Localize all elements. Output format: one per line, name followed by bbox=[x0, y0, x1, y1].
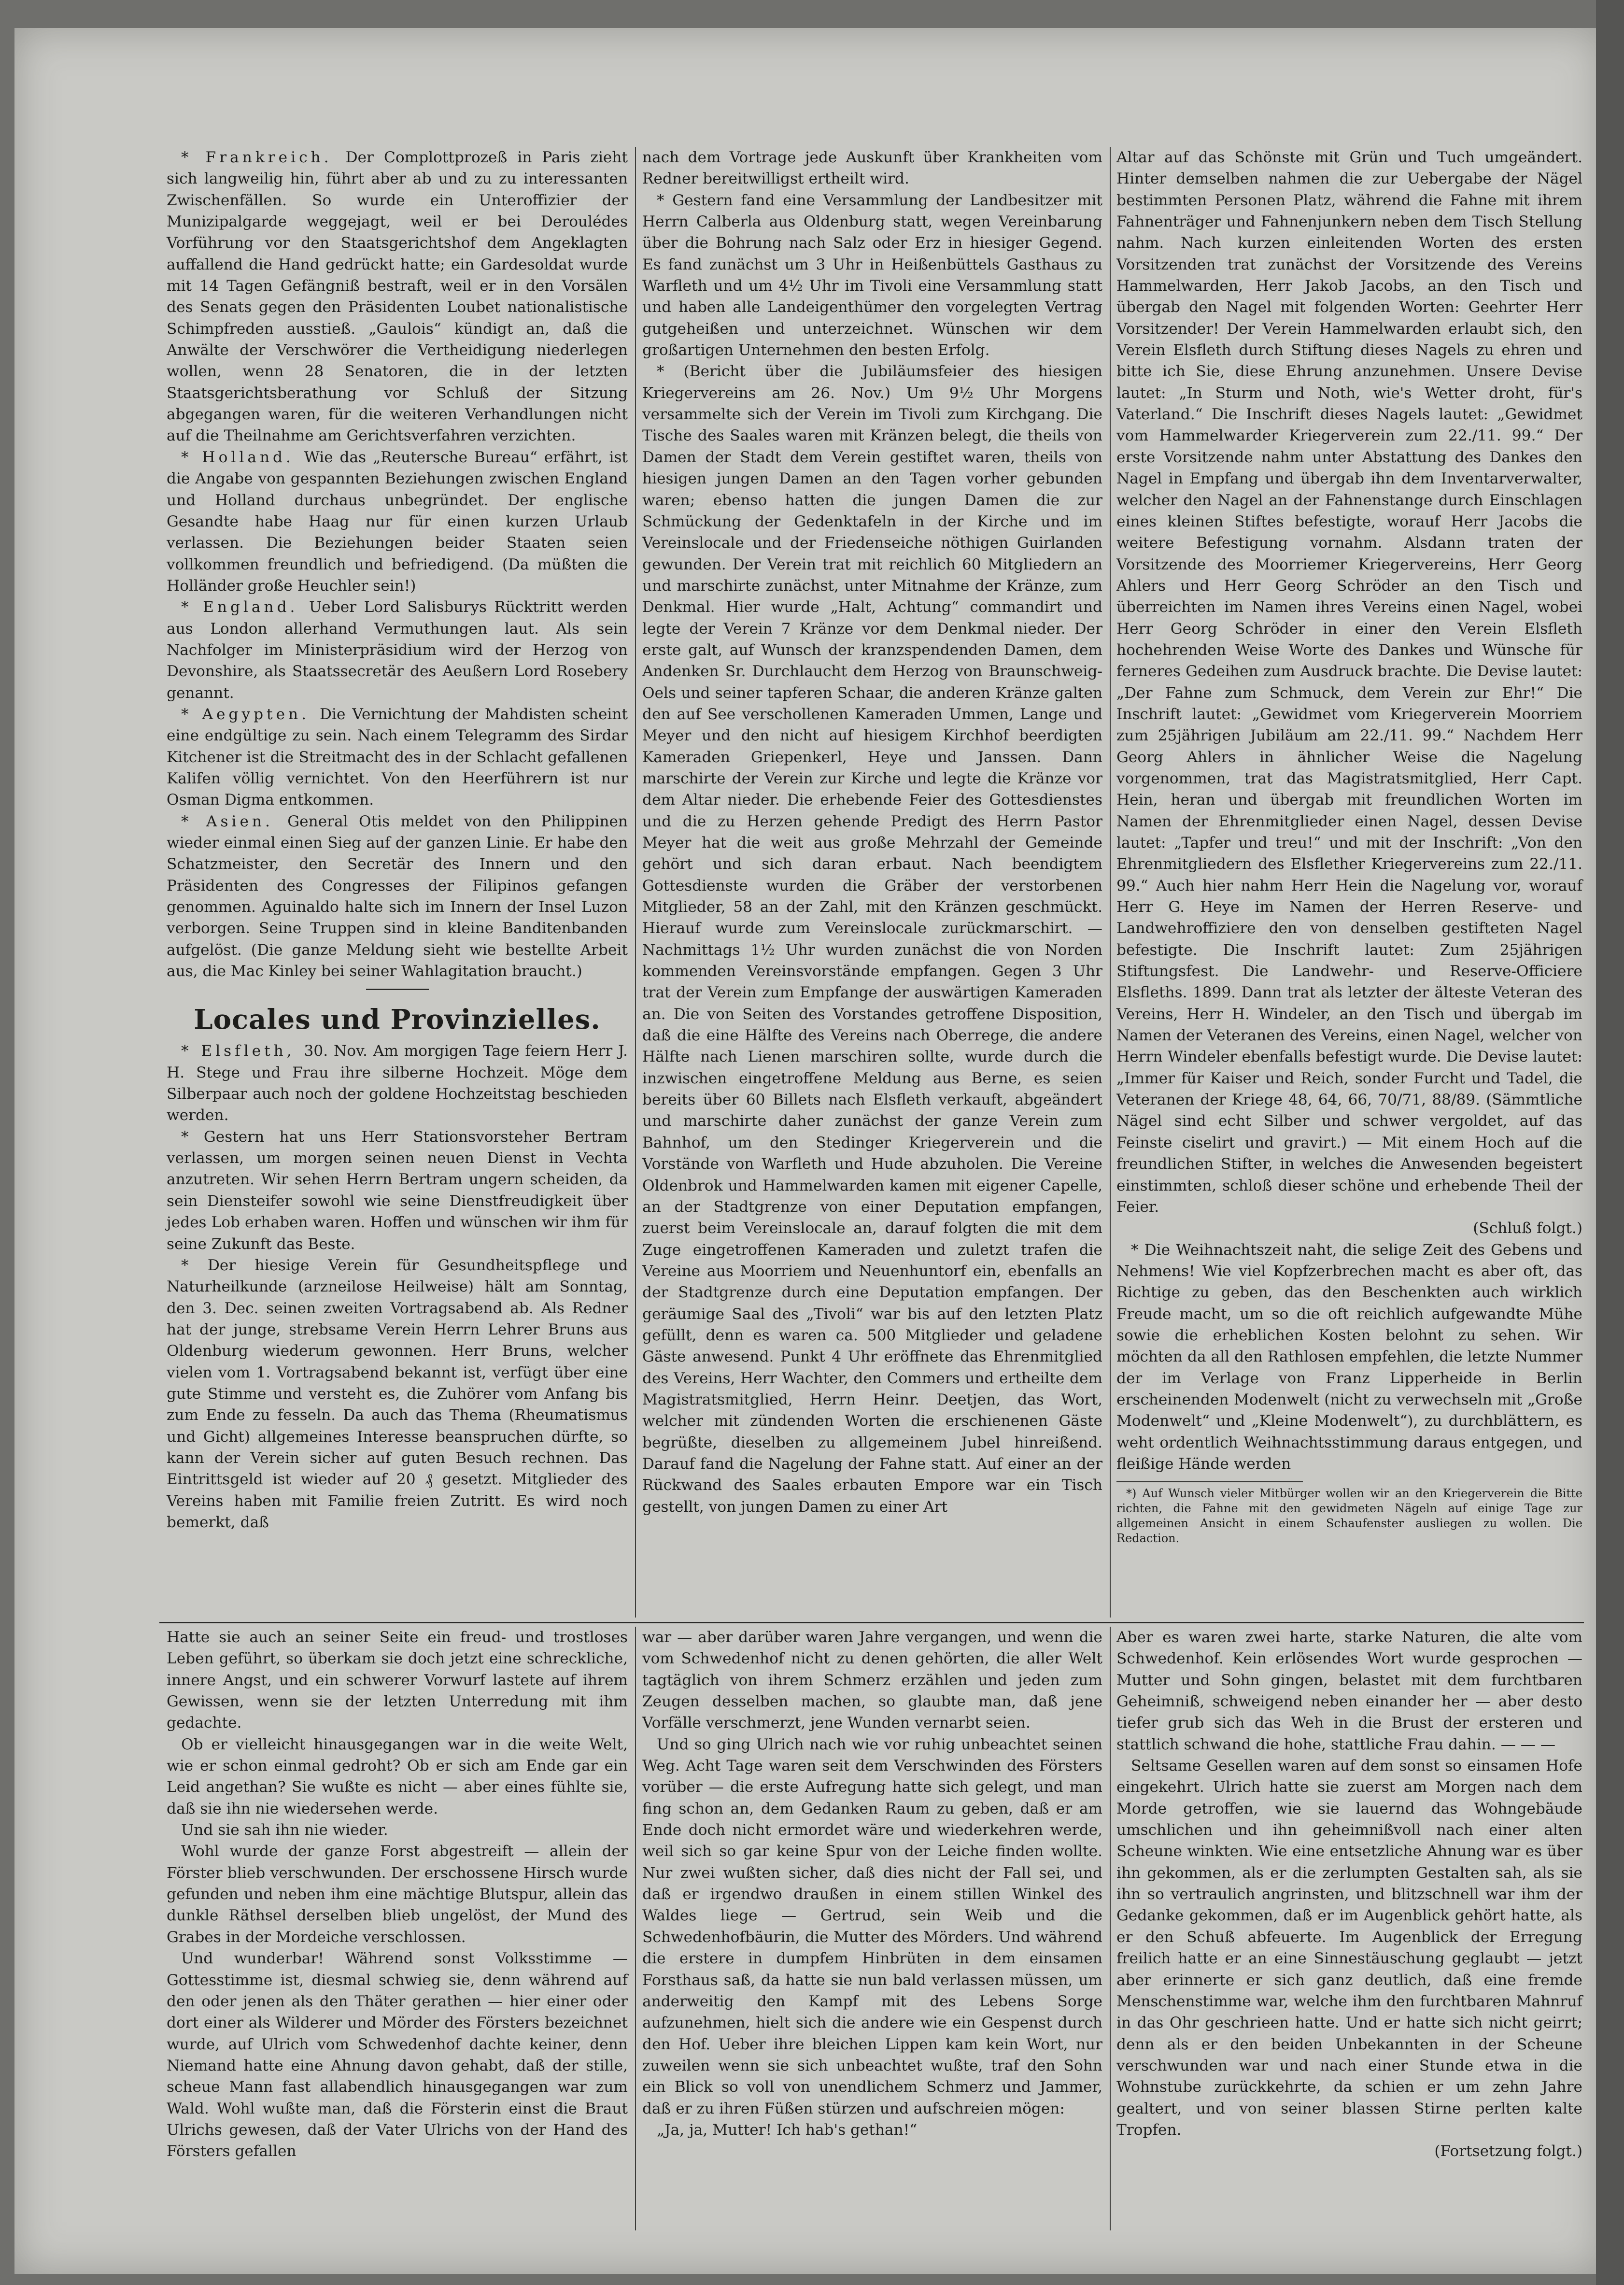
news-item bbox=[167, 704, 628, 811]
paragraph-text: Und so ging Ulrich nach wie vor ruhig unbeachtet seinen Weg. Acht Tage waren seit dem Verschwinden des Försters vorüber — die erste Aufregung hatte sich gelegt, und man fing schon an, dem Gedanken Raum zu geben, daß er am Ende doch nicht ermordet wäre und wiederkehren werde, weil sich so gar keine Spur von der Leiche finden wollte. Nur zwei wußten sicher, daß dies nicht der Fall sei, und daß er irgendwo draußen in einem stillen Winkel des Waldes liege — Gertrud, sein Weib und die Schwedenhofbäurin, die Mutter des Mörders. Und während die erstere in dumpfem Hinbrüten in dem einsamen Forsthaus saß, da hatte sie nun bald verlassen müssen, um anderweitig den Kampf mit des Lebens Sorge aufzunehmen, hielt sich die andere wie ein Gespenst durch den Hof. Ueber ihre bleichen Lippen kam kein Wort, nur zuweilen wenn sie sich unbeachtet wußte, traf den Sohn ein Blick so voll von unendlichem Schmerz und Jammer, daß er zu ihren Füßen stürzen und aufschreien mögen: bbox=[642, 1735, 1102, 2117]
dateline: * England. bbox=[181, 598, 309, 616]
paragraph bbox=[642, 361, 1102, 1518]
paragraph bbox=[1116, 147, 1582, 1218]
paragraph bbox=[1116, 1627, 1582, 1755]
paragraph bbox=[642, 147, 1102, 190]
paragraph bbox=[642, 2119, 1102, 2141]
paragraph-text: Ob er vielleicht hinausgegangen war in die weite Welt, wie er schon einmal gedroht? Ob er sich am Ende gar ein Leid angethan? Sie wußte es nicht — aber eines fühlte sie, daß sie ihn nie wiedersehen werde. bbox=[167, 1735, 628, 1817]
paragraph-text: Und wunderbar! Während sonst Volksstimme — Gottesstimme ist, diesmal schwieg sie, denn während auf den oder jenen als den Thäter gerathen — hier einer oder dort einer als Wilderer und Mörder des Försters bezeichnet wurde, auf Ulrich vom Schwedenhof dachte keiner, denn Niemand hatte eine Ahnung davon gehabt, daß der stille, scheue Mann fast allabendlich hinausgegangen war zum Wald. Wohl wußte man, daß die Försterin einst die Braut Ulrichs gewesen, daß der Vater Ulrichs von der Hand des Försters gefallen bbox=[167, 1950, 628, 2160]
column-rule bbox=[1110, 1627, 1111, 2230]
paragraph-text: Wohl wurde der ganze Forst abgestreift — allein der Förster blieb verschwunden. Der erschossene Hirsch wurde gefunden und neben ihm eine mächtige Blutspur, allein das dunkle Räthsel derselben blieb ungelöst, der Mund des Grabes in der Mordeiche verschlossen. bbox=[167, 1843, 628, 1946]
paragraph-text: Altar auf das Schönste mit Grün und Tuch umgeändert. Hinter demselben nahmen die zur Uebergabe der Nägel bestimmten Personen Platz, während die Fahne mit ihrem Fahnenträger und Fahnenjunkern neben dem Tisch Stellung nahm. Nach kurzen einleitenden Worten des ersten Vorsitzenden trat zunächst der Vorsitzende des Vereins Hammelwarden, Herr Jakob Jacobs, an den Tisch und übergab den Nagel mit folgenden Worten: Geehrter Herr Vorsitzender! Der Verein Hammelwarden erlaubt sich, den Verein Elsfleth durch Stiftung dieses Nagels zu ehren und bitte ich Sie, diese Ehrung anzunehmen. Unsere Devise lautet: „In Sturm und Noth, wie's Wetter droht, für's Vaterland.“ Die Inschrift dieses Nagels lautet: „Gewidmet vom Hammelwarder Kriegerverein zum 22./11. 99.“ Der erste Vorsitzende nahm unter Abstattung des Dankes den Nagel in Empfang und übergab ihn dem Inventarverwalter, welcher den Nagel an der Fahnenstange durch Einschlagen eines kleinen Stiftes befestigte, worauf Herr Jacobs die weitere Befestigung vornahm. Alsdann traten der Vorsitzende des Moorriemer Kriegervereins, Herr Georg Ahlers und Herr Georg Schröder an den Tisch und überreichten im Namen ihres Vereins einen Nagel, wobei Herr Georg Schröder in einer den Verein Elsfleth hochehrenden Weise Worte des Dankes und Wünsche für ferneres Gedeihen zum Ausdruck brachte. Die Devise lautet: „Der Fahne zum Schmuck, dem Verein zur Ehr!“ Die Inschrift lautet: „Gewidmet vom Kriegerverein Moorriem zum 25jährigen Jubiläum am 22./11. 99.“ Nachdem Herr Georg Ahlers in ähnlicher Weise die Nagelung vorgenommen, trat das Magistratsmitglied, Herr Capt. Hein, heran und übergab mit freundlichen Worten im Namen der Ehrenmitglieder einen Nagel, dessen Devise lautet: „Tapfer und treu!“ und mit der Inschrift: „Von den Ehrenmitgliedern des Elsflether Kriegervereins zum 22./11. 99.“ Auch hier nahm Herr Hein die Nagelung vor, worauf Herr G. Heye im Namen der Herren Reserve- und Landwehroffiziere den von denselben gestifteten Nagel befestigte. Die Inschrift lautet: Zum 25jährigen Stiftungsfest. Die Landwehr- und Reserve-Officiere Elsfleths. 1899. Dann trat als letzter der älteste Veteran des Vereins, Herr H. Windeler, an den Tisch und übergab im Namen der Veteranen des Vereins, einen Nagel, welcher von Herrn Windeler ebenfalls befestigt wurde. Die Devise lautet: „Immer für Kaiser und Reich, sonder Furcht und Tadel, die Veteranen der Kriege 48, 64, 66, 70/71, 88/89. (Sämmtliche Nägel sind echt Silber und schwer vergoldet, auf das Feinste ciselirt und gravirt.) — Mit einem Hoch auf die freundlichen Stifter, in welches die Anwesenden begeistert einstimmten, schloß dieser schöne und erhebende Theil der Feier. bbox=[1116, 149, 1582, 1216]
dateline: * Frankreich. bbox=[181, 149, 346, 166]
paragraph bbox=[167, 1948, 628, 2162]
paragraph-text: war — aber darüber waren Jahre vergangen, und wenn die vom Schwedenhof nicht zu denen gehörten, die aller Welt tagtäglich von ihrem Schmerz erzählen und jeden zum Zeugen desselben machen, so glaubte man, daß jene Vorfälle verschmerzt, jene Wunden vernarbt seien. bbox=[642, 1629, 1102, 1732]
footnote: *) Auf Wunsch vieler Mitbürger wollen wir an den Kriegerverein die Bitte richten, die Fahne mit den gewidmeten Nägeln auf einige Tage zur allgemeinen Ansicht in einem Schaufenster ausliegen zu wollen. Die Redaction. bbox=[1116, 1487, 1582, 1546]
paragraph-text: nach dem Vortrage jede Auskunft über Krankheiten vom Redner bereitwilligst ertheilt wird. bbox=[642, 149, 1102, 188]
continuation-note: (Schluß folgt.) bbox=[1473, 1220, 1582, 1237]
paragraph-text: 30. Nov. Am morgigen Tage feiern Herr J. H. Stege und Frau ihre silberne Hochzeit. Möge dem Silberpaar auch noch der goldene Hochzeitstag beschieden werden. bbox=[167, 1042, 628, 1124]
paragraph bbox=[167, 1627, 628, 1734]
paragraph-text: Und sie sah ihn nie wieder. bbox=[181, 1821, 388, 1839]
paragraph-text: * Der hiesige Verein für Gesundheitspflege und Naturheilkunde (arzneilose Heilweise) hält am Sonntag, den 3. Dec. seinen zweiten Vortragsabend ab. Als Redner hat der junge, strebsame Verein Herrn Lehrer Bruns aus Oldenburg wiederum gewonnen. Herr Bruns, welcher vielen vom 1. Vortragsabend bekannt ist, verfügt über eine gute Stimme und versteht es, die Zuhörer vom Anfang bis zum Ende zu fesseln. Da auch das Thema (Rheumatismus und Gicht) allgemeines Interesse beanspruchen dürfte, so kann der Verein sicher auf guten Besuch rechnen. Das Eintrittsgeld ist wieder auf 20 ₰ gesetzt. Mitglieder des Vereins haben mit Familie freien Zutritt. Es wird noch bemerkt, daß bbox=[167, 1256, 628, 1531]
bottom-column-1 bbox=[167, 1627, 628, 2162]
paragraph-text: Die Vernichtung der Mahdisten scheint eine endgültige zu sein. Nach einem Telegramm des Sirdar Kitchener ist die Streitmacht des in der Schlacht gefallenen Kalifen völlig vernichtet. Von den Heerführern ist nur Osman Digma entkommen. bbox=[167, 705, 628, 809]
dateline: * Elsfleth, bbox=[181, 1042, 304, 1060]
paragraph bbox=[1116, 1755, 1582, 2141]
paragraph-text: Ueber Lord Salisburys Rücktritt werden aus London allerhand Vermuthungen laut. Als sein Nachfolger im Ministerpräsidium wird der Herzog von Devonshire, als Staatssecretär des Aeußern Lord Rosebery genannt. bbox=[167, 598, 628, 702]
paragraph-text: * Die Weihnachtszeit naht, die selige Zeit des Gebens und Nehmens! Wie viel Kopfzerbrechen macht es aber oft, das Richtige zu geben, das den Beschenkten auch wirklich Freude macht, um so die oft reichlich aufgewandte Mühe sowie die erheblichen Kosten belohnt zu sehen. Wir möchten da all den Rathlosen empfehlen, die letzte Nummer der im Verlage von Franz Lipperheide in Berlin erscheinenden Modenwelt (nicht zu verwechseln mit „Große Modenwelt“ und „Kleine Modenwelt“), zu durchblättern, es weht ordentlich Weihnachtsstimmung daraus entgegen, und fleißige Hände werden bbox=[1116, 1241, 1582, 1473]
news-item bbox=[167, 447, 628, 596]
paragraph-text: * (Bericht über die Jubiläumsfeier des hiesigen Kriegervereins am 26. Nov.) Um 9½ Uhr Morgens versammelte sich der Verein im Tivoli zum Kirchgang. Die Tische des Saales waren mit Kränzen belegt, die theils von Damen der Stadt dem Verein gestiftet waren, theils von hiesigen jungen Damen an den Tagen vorher gebunden waren; ebenso hatten die jungen Damen die zur Schmückung der Gedenktafeln in der Kirche und im Vereinslocale und der Friedenseiche nöthigen Guirlanden gewunden. Der Verein trat mit reichlich 60 Mitgliedern an und marschirte zunächst, unter Mitnahme der Kränze, zum Denkmal. Hier wurde „Halt, Achtung“ commandirt und legte der Verein 7 Kränze vor dem Denkmal nieder. Der erste galt, auf Wunsch der kranzspendenden Damen, dem Andenken Sr. Durchlaucht dem Herzog von Braunschweig-Oels und seiner tapferen Schaar, die anderen Kränze galten den auf See verschollenen Kameraden Ummen, Lange und Meyer und den nicht auf hiesigem Kirchhof beerdigten Kameraden Griepenkerl, Heye und Janssen. Dann marschirte der Verein zur Kirche und legte die Kränze vor dem Altar nieder. Die erhebende Feier des Gottesdienstes und die zu Herzen gehende Predigt des Herrn Pastor Meyer hat die weit aus große Mehrzahl der Gemeinde gehört und sich daran erbaut. Nach beendigtem Gottesdienste wurden die Gräber der verstorbenen Mitglieder, 58 an der Zahl, mit den Kränzen geschmückt. Hierauf wurde zum Vereinslocale zurückmarschirt. — Nachmittags 1½ Uhr wurden zunächst die von Norden kommenden Vereinsvorstände empfangen. Gegen 3 Uhr trat der Verein zum Empfange der auswärtigen Kameraden an. Die von Seiten des Vorstandes getroffene Disposition, daß die eine Hälfte des Vereins nach Oberrege, die andere Hälfte nach Lienen marschiren sollte, wurde durch die inzwischen eingetroffene Meldung aus Berne, es seien bereits über 60 Billets nach Elsfleth verkauft, abgeändert und marschirte daher zunächst der ganze Verein zum Bahnhof, um den Stedinger Kriegerverein und die Vorstände von Warfleth und Hude abzuholen. Die Vereine Oldenbrok und Hammelwarden kamen mit eigener Capelle, an der Stadtgrenze von einer Deputation empfangen, zuerst beim Vereinslocale an, darauf folgten die mit dem Zuge eingetroffenen Kameraden und zuletzt trafen die Vereine aus Moorriem und Neuenhuntorf ein, ebenfalls an der Stadtgrenze durch eine Deputation empfangen. Der geräumige Saal des „Tivoli“ war bis auf den letzten Platz gefüllt, denn es waren ca. 500 Mitglieder und geladene Gäste anwesend. Punkt 4 Uhr eröffnete das Ehrenmitglied des Vereins, Herr Wachter, den Commers und ertheilte dem Magistratsmitglied, Herrn Heinr. Deetjen, das Wort, welcher mit zündenden Worten die erschienenen Gäste begrüßte, dieselben zu allgemeinem Jubel hinreißend. Darauf fand die Nagelung der Fahne statt. Auf einer an der Rückwand des Saales erbauten Empore war ein Tisch gestellt, von jungen Damen zu einer Art bbox=[642, 363, 1102, 1516]
top-column-3 bbox=[1116, 147, 1582, 1546]
section-heading: Locales und Provinzielles. bbox=[194, 1004, 601, 1036]
newspaper-page bbox=[14, 28, 1603, 2274]
feuilleton-rule bbox=[159, 1622, 1584, 1623]
news-item bbox=[167, 811, 628, 982]
paragraph-text: Hatte sie auch an seiner Seite ein freud- und trostloses Leben geführt, so überkam sie doch jetzt eine schreckliche, innere Angst, und ein schwerer Vorwurf lastete auf ihrem Gewissen, wenn sie der letzten Unterredung mit ihm gedachte. bbox=[167, 1629, 628, 1732]
dateline: * Aegypten. bbox=[181, 705, 320, 723]
column-rule bbox=[635, 147, 636, 1618]
paragraph bbox=[642, 190, 1102, 361]
bottom-column-2 bbox=[642, 1627, 1102, 2141]
news-item bbox=[167, 596, 628, 704]
paragraph bbox=[1116, 1239, 1582, 1475]
dateline: * Asien. bbox=[181, 812, 288, 830]
paragraph bbox=[167, 1734, 628, 1819]
news-item bbox=[167, 147, 628, 447]
paragraph-text: * Gestern fand eine Versammlung der Landbesitzer mit Herrn Calberla aus Oldenburg statt, wegen Vereinbarung über die Bohrung nach Salz oder Erz in hiesiger Gegend. Es fand zunächst um 3 Uhr in Heißenbüttels Gasthaus zu Warfleth und um 4½ Uhr im Tivoli eine Versammlung statt und haben alle Landeigenthümer den vorgelegten Vertrag gutgeheißen und unterzeichnet. Wünschen wir dem großartigen Unternehmen den besten Erfolg. bbox=[642, 191, 1102, 359]
paragraph bbox=[642, 1734, 1102, 2119]
paragraph bbox=[167, 1841, 628, 1948]
dateline: * Holland. bbox=[181, 448, 304, 466]
paragraph-text: * Gestern hat uns Herr Stationsvorsteher Bertram verlassen, um morgen seinen neuen Dienst in Vechta anzutreten. Wir sehen Herrn Bertram ungern scheiden, da sein Diensteifer sowohl wie seine Dienstfreudigkeit über jedes Lob erhaben waren. Hoffen und wünschen wir ihm für seine Zukunft das Beste. bbox=[167, 1128, 628, 1253]
paragraph-text: Seltsame Gesellen waren auf dem sonst so einsamen Hofe eingekehrt. Ulrich hatte sie zuerst am Morgen nach dem Morde getroffen, wie sie lauernd das Wohngebäude umschlichen und ihn geheimnißvoll nach einer alten Scheune winkten. Wie eine entsetzliche Ahnung war es über ihn gekommen, als er die zerlumpten Gestalten sah, als sie ihn so vertraulich angrinsten, und blitzschnell war ihm der Gedanke gekommen, daß er im Augenblick gehört hatte, als er den Schuß abfeuerte. Im Augenblick der Erregung freilich hatte er an eine Sinnestäuschung geglaubt — jetzt aber erinnerte er sich ganz deutlich, daß eine fremde Menschenstimme war, welche ihm den furchtbaren Mahnruf in das Ohr geschrieen hatte. Und er hatte sich nicht geirrt; denn als er den beiden Unbekannten in der Scheune verschwunden war und nach einer Stunde etwa in die Wohnstube zurückkehrte, da schien er um zehn Jahre gealtert, und von seiner blassen Stirne perlten kalte Tropfen. bbox=[1116, 1757, 1582, 2139]
section-rule bbox=[366, 989, 429, 990]
paragraph bbox=[167, 1819, 628, 1841]
footnote-rule bbox=[1116, 1481, 1303, 1482]
paragraph bbox=[167, 1255, 628, 1533]
paragraph-text: Wie das „Reutersche Bureau“ erfährt, ist die Angabe von gespannten Beziehungen zwischen England und Holland durchaus unbegründet. Der englische Gesandte habe Haag nur für einen kurzen Urlaub verlassen. Die Beziehungen beider Staaten seien vollkommen freundlich und befriedigend. (Da müßten die Holländer große Heuchler sein!) bbox=[167, 448, 628, 595]
paragraph bbox=[642, 1627, 1102, 1734]
paragraph bbox=[167, 1126, 628, 1255]
news-item bbox=[167, 1040, 628, 1126]
adjacent-page-edge bbox=[1596, 0, 1624, 2285]
top-column-1 bbox=[167, 147, 628, 1533]
continuation-note: (Fortsetzung folgt.) bbox=[1434, 2143, 1582, 2160]
paragraph-text: General Otis meldet von den Philippinen wieder einmal einen Sieg auf der ganzen Linie. Er habe den Schatzmeister, den Secretär des Innern und den Präsidenten des Congresses der Filipinos gefangen genommen. Aguinaldo halte sich im Innern der Insel Luzon verborgen. Seine Truppen sind in kleine Banditenbanden aufgelöst. (Die ganze Meldung sieht wie bestellte Arbeit aus, die Mac Kinley bei seiner Wahlagitation braucht.) bbox=[167, 812, 628, 980]
column-rule bbox=[1110, 147, 1111, 1618]
bottom-column-3 bbox=[1116, 1627, 1582, 2162]
column-rule bbox=[635, 1627, 636, 2230]
top-column-2 bbox=[642, 147, 1102, 1518]
paragraph-text: „Ja, ja, Mutter! Ich hab's gethan!“ bbox=[657, 2121, 918, 2139]
paragraph-text: Aber es waren zwei harte, starke Naturen, die alte vom Schwedenhof. Kein erlösendes Wort wurde gesprochen — Mutter und Sohn gingen, belastet mit dem furchtbaren Geheimniß, schweigend neben einander her — aber desto tiefer grub sich das Weh in die Brust der ersteren und stattlich schwand die hohe, stattliche Frau dahin. — — — bbox=[1116, 1629, 1582, 1753]
paragraph-text: Der Complottprozeß in Paris zieht sich langweilig hin, führt aber ab und zu zu interessanten Zwischenfällen. So wurde ein Unteroffizier der Munizipalgarde weggejagt, weil er bei Deroulédes Vorführung vor den Staatsgerichtshof dem Angeklagten auffallend die Hand gedrückt hatte; ein Gardesoldat wurde mit 14 Tagen Gefängniß bestraft, weil er in den Vorsälen des Senats gegen den Präsidenten Loubet nationalistische Schimpfreden ausstieß. „Gaulois“ kündigt an, daß die Anwälte der Verschwörer die Vertheidigung niederlegen wollen, wenn 28 Senatoren, die in der letzten Staatsgerichtsberathung vor Schluß der Sitzung abgegangen waren, für die weiteren Verhandlungen nicht auf die Theilnahme am Gerichtsverfahren verzichten. bbox=[167, 149, 628, 445]
